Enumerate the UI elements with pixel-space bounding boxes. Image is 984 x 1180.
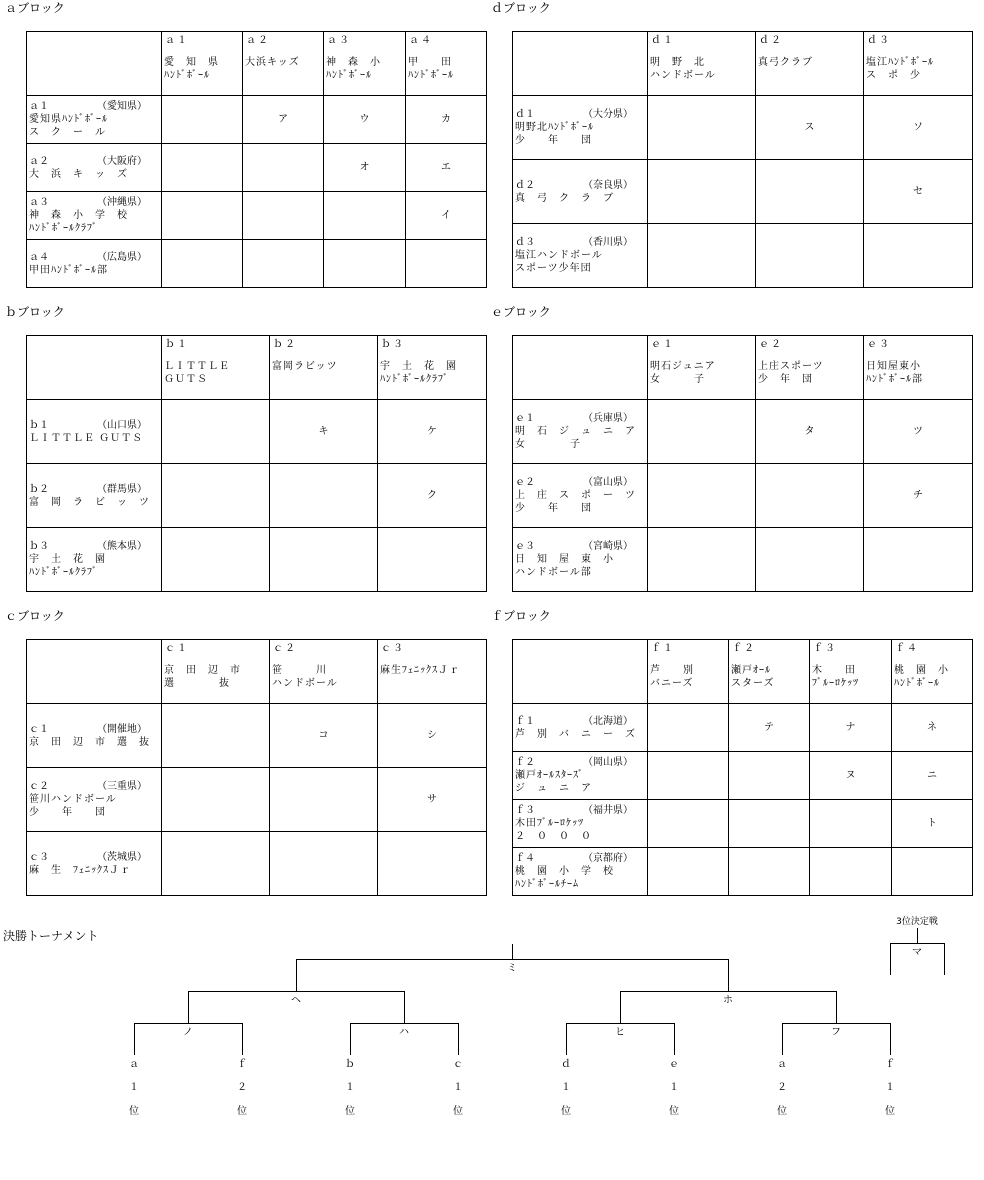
col-header: ｂ３ 宇 土 花 園 ﾊﾝﾄﾞﾎﾞｰﾙｸﾗﾌﾞ (378, 336, 487, 400)
block-title-d: ｄブロック (491, 1, 551, 15)
row-header: ａ４ （広島県） 甲田ﾊﾝﾄﾞﾎﾞｰﾙ部 (27, 240, 162, 288)
col-header: ａ２ 大浜キッズ (243, 32, 324, 96)
match-cell: ウ (324, 96, 406, 144)
entry-pos-label: 位 (885, 1106, 895, 1117)
quarter-match-label: ハ (399, 1027, 409, 1038)
entry-pos-label: 位 (669, 1106, 679, 1117)
match-cell: エ (406, 144, 487, 192)
col-header: ｄ３ 塩江ﾊﾝﾄﾞﾎﾞｰﾙ ス ポ 少 (864, 32, 973, 96)
entry-pos-label: 位 (345, 1106, 355, 1117)
match-cell: ク (378, 464, 487, 528)
row-header: ｅ１ （兵庫県） 明 石 ジ ュ ニ ア 女 子 (513, 400, 648, 464)
entry-block-label: ａ (777, 1059, 787, 1070)
row-header: ｂ３ （熊本県） 宇 土 花 園 ﾊﾝﾄﾞﾎﾞｰﾙｸﾗﾌﾞ (27, 528, 162, 592)
entry-rank-label: １ (885, 1082, 895, 1093)
row-header: ｃ２ （三重県） 笹川ハンドボール 少 年 団 (27, 768, 162, 832)
entry-block-label: ｂ (345, 1059, 355, 1070)
entry-pos-label: 位 (453, 1106, 463, 1117)
col-header: ｃ２ 笹 川 ハンドボール (270, 640, 378, 704)
col-header: ｆ４ 桃 園 小 ﾊﾝﾄﾞﾎﾞｰﾙ (892, 640, 973, 704)
semi-match-label: ホ (723, 995, 733, 1006)
match-cell: ツ (864, 400, 973, 464)
block-title-b: ｂブロック (5, 305, 65, 319)
match-cell: サ (378, 768, 487, 832)
final-match-label: ミ (507, 963, 517, 974)
third-place-title: 3位決定戦 (896, 917, 938, 927)
entry-rank-label: １ (129, 1082, 139, 1093)
match-cell: テ (729, 704, 810, 752)
col-header: ｅ１ 明石ジュニア 女 子 (648, 336, 756, 400)
block-title-e: ｅブロック (491, 305, 551, 319)
match-cell: シ (378, 704, 487, 768)
row-header: ｅ２ （富山県） 上 庄 ス ポ ー ツ 少 年 団 (513, 464, 648, 528)
match-cell: ネ (892, 704, 973, 752)
match-cell: ア (243, 96, 324, 144)
entry-pos-label: 位 (237, 1106, 247, 1117)
col-header: ｃ３ 麻生ﾌｪﾆｯｸｽＪｒ (378, 640, 487, 704)
col-header: ａ４ 甲 田 ﾊﾝﾄﾞﾎﾞｰﾙ (406, 32, 487, 96)
row-header: ｆ４ （京都府） 桃 園 小 学 校 ﾊﾝﾄﾞﾎﾞｰﾙﾁｰﾑ (513, 848, 648, 896)
col-header: ａ１ 愛 知 県 ﾊﾝﾄﾞﾎﾞｰﾙ (162, 32, 243, 96)
match-cell: ケ (378, 400, 487, 464)
third-place-match-label: マ (912, 947, 922, 958)
match-cell: ソ (864, 96, 973, 160)
quarter-match-label: ノ (183, 1027, 193, 1038)
col-header: ｃ１ 京 田 辺 市 選 抜 (162, 640, 270, 704)
row-header: ｆ２ （岡山県） 瀬戸ｵｰﾙｽﾀｰｽﾞ ジ ュ ニ ア (513, 752, 648, 800)
col-header: ｆ２ 瀬戸ｵｰﾙ スターズ (729, 640, 810, 704)
col-header: ｆ３ 木 田 ﾌﾞﾙｰﾛｹｯﾂ (810, 640, 892, 704)
entry-rank-label: ２ (237, 1082, 247, 1093)
row-header: ｃ１ （開催地） 京 田 辺 市 選 抜 (27, 704, 162, 768)
entry-block-label: ａ (129, 1059, 139, 1070)
match-cell: カ (406, 96, 487, 144)
row-header: ａ１ （愛知県） 愛知県ﾊﾝﾄﾞﾎﾞｰﾙ ス ク ー ル (27, 96, 162, 144)
row-header: ｄ１ （大分県） 明野北ﾊﾝﾄﾞﾎﾞｰﾙ 少 年 団 (513, 96, 648, 160)
col-header: ｂ１ ＬＩＴＴＬＥ ＧＵＴＳ (162, 336, 270, 400)
match-cell: ナ (810, 704, 892, 752)
col-header: ａ３ 神 森 小 ﾊﾝﾄﾞﾎﾞｰﾙ (324, 32, 406, 96)
row-header: ｄ２ （奈良県） 真 弓 ク ラ ブ (513, 160, 648, 224)
match-cell: ス (756, 96, 864, 160)
row-header: ａ２ （大阪府） 大 浜 キ ッ ズ (27, 144, 162, 192)
entry-pos-label: 位 (129, 1106, 139, 1117)
entry-rank-label: １ (345, 1082, 355, 1093)
row-header: ｂ２ （群馬県） 富 岡 ラ ビ ッ ツ (27, 464, 162, 528)
match-cell: ニ (892, 752, 973, 800)
col-header: ｅ３ 日知屋東小 ﾊﾝﾄﾞﾎﾞｰﾙ部 (864, 336, 973, 400)
match-cell: イ (406, 192, 487, 240)
entry-block-label: ｄ (561, 1059, 571, 1070)
match-cell: ヌ (810, 752, 892, 800)
block-title-f: ｆブロック (491, 609, 551, 623)
row-header: ｃ３ （茨城県） 麻 生 ﾌｪﾆｯｸｽＪｒ (27, 832, 162, 896)
quarter-match-label: ヒ (615, 1027, 625, 1038)
entry-rank-label: １ (669, 1082, 679, 1093)
entry-pos-label: 位 (777, 1106, 787, 1117)
entry-block-label: ｃ (453, 1059, 463, 1070)
block-title-a: ａブロック (5, 1, 65, 15)
match-cell: セ (864, 160, 973, 224)
block-title-c: ｃブロック (5, 609, 65, 623)
row-header: ｄ３ （香川県） 塩江ハンドボール スポーツ少年団 (513, 224, 648, 288)
tournament-title: 決勝トーナメント (3, 929, 99, 943)
match-cell: チ (864, 464, 973, 528)
entry-block-label: ｆ (237, 1059, 247, 1070)
match-cell: キ (270, 400, 378, 464)
entry-block-label: ｅ (669, 1059, 679, 1070)
match-cell: コ (270, 704, 378, 768)
col-header: ｆ１ 芦 別 バニーズ (648, 640, 729, 704)
entry-pos-label: 位 (561, 1106, 571, 1117)
quarter-match-label: フ (831, 1027, 841, 1038)
entry-rank-label: ２ (777, 1082, 787, 1093)
entry-rank-label: １ (561, 1082, 571, 1093)
row-header: ｅ３ （宮崎県） 日 知 屋 東 小 ハンドボール部 (513, 528, 648, 592)
match-cell: オ (324, 144, 406, 192)
semi-match-label: ヘ (291, 995, 301, 1006)
entry-block-label: ｆ (885, 1059, 895, 1070)
col-header: ｄ２ 真弓クラブ (756, 32, 864, 96)
match-cell: ト (892, 800, 973, 848)
row-header: ｆ３ （福井県） 木田ﾌﾞﾙｰﾛｹｯﾂ ２ ０ ０ ０ (513, 800, 648, 848)
match-cell: タ (756, 400, 864, 464)
row-header: ｆ１ （北海道） 芦 別 バ ニ ー ズ (513, 704, 648, 752)
col-header: ｅ２ 上庄スポーツ 少 年 団 (756, 336, 864, 400)
row-header: ｂ１ （山口県） ＬＩＴＴＬＥ ＧＵＴＳ (27, 400, 162, 464)
col-header: ｂ２ 富岡ラビッツ (270, 336, 378, 400)
col-header: ｄ１ 明 野 北 ハンドボール (648, 32, 756, 96)
entry-rank-label: １ (453, 1082, 463, 1093)
row-header: ａ３ （沖縄県） 神 森 小 学 校 ﾊﾝﾄﾞﾎﾞｰﾙｸﾗﾌﾞ (27, 192, 162, 240)
